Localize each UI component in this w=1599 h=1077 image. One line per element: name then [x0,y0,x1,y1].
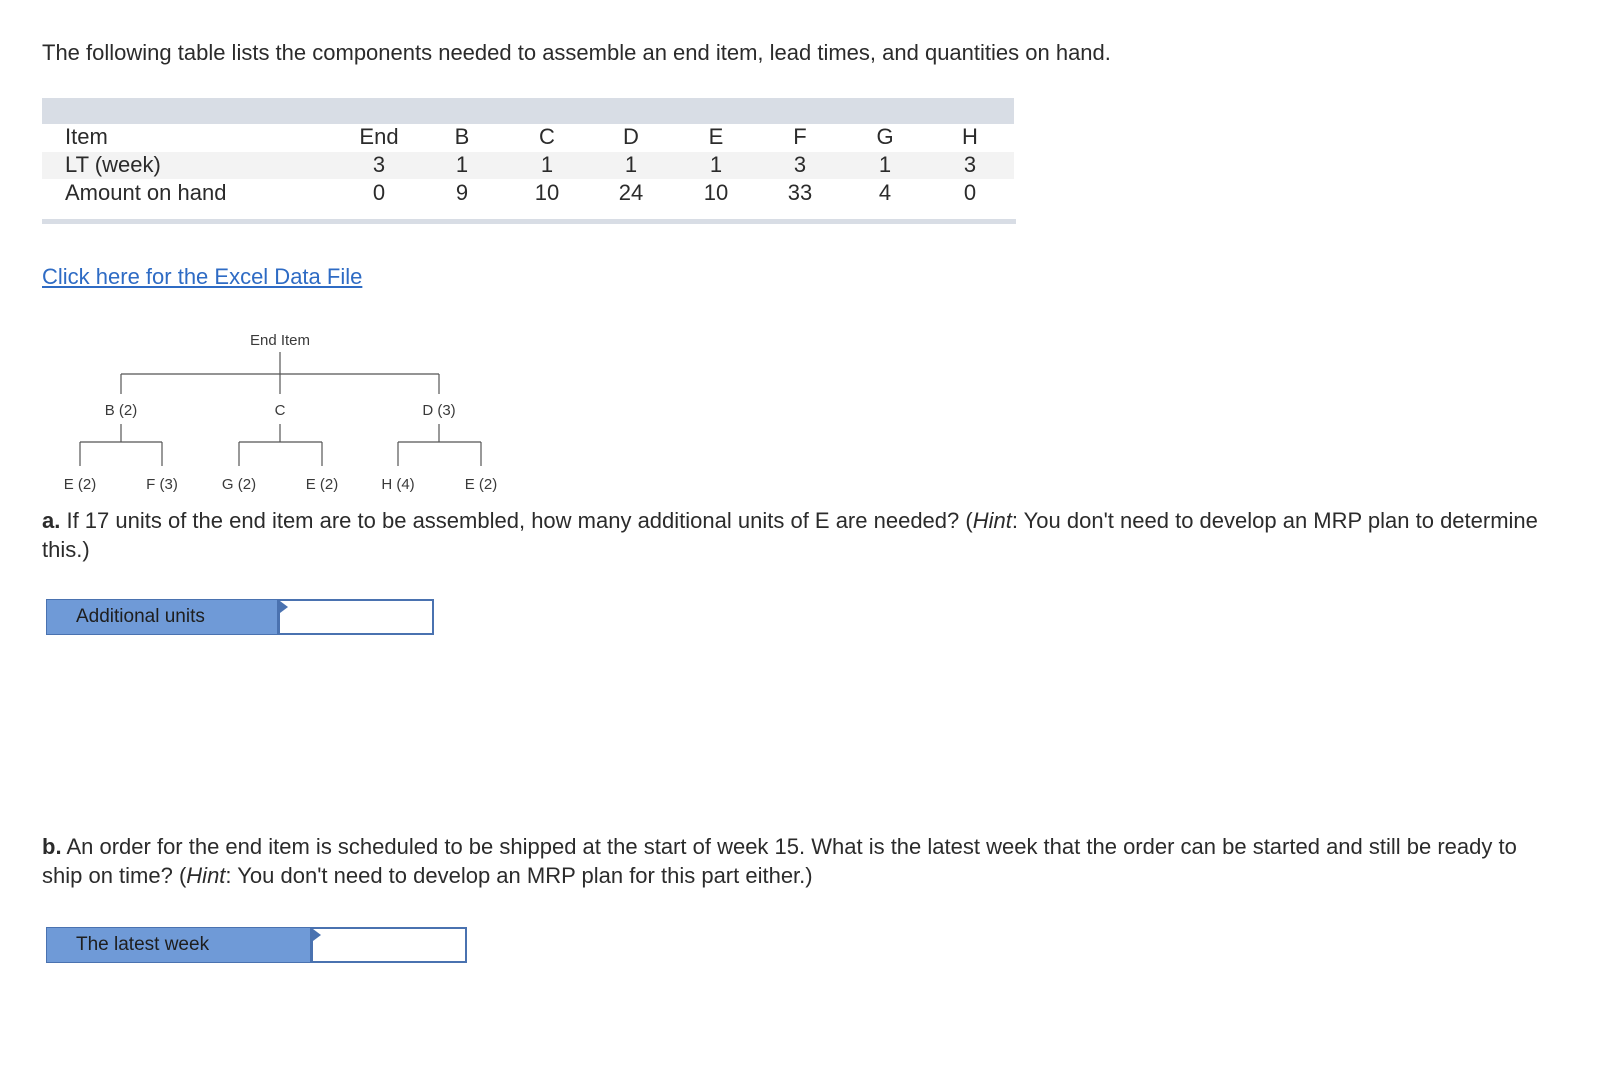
cell: 1 [878,152,892,177]
tree-node-g: G (2) [221,476,257,493]
question-a [42,506,1542,564]
cell: B [454,124,470,149]
tree-node-e: E (2) [63,476,97,493]
cell: 24 [618,180,644,205]
cell: D [623,124,639,149]
table-footer-bar [42,219,1016,224]
row-label: Item [65,124,108,149]
cell: 3 [793,152,807,177]
question-a-hint: Hint [972,508,1012,533]
tree-node-e: E (2) [305,476,339,493]
input-flag-icon [280,601,288,613]
question-b-hint: Hint [186,863,226,888]
row-label: Amount on hand [65,180,227,205]
table-row-item [42,123,1014,151]
cell: 0 [963,180,977,205]
product-structure-tree [0,320,600,510]
cell: 1 [455,152,469,177]
question-b-hint-text: : You don't need to develop an MRP plan for this part either.) [225,863,813,888]
cell: 1 [540,152,554,177]
question-a-hint-text: : You don't need to develop an MRP plan to determine this.) [42,508,1538,562]
tree-node-f: F (3) [146,476,178,493]
cell: 33 [787,180,813,205]
cell: 0 [372,180,386,205]
question-b-prefix: b. [42,834,62,859]
cell: 10 [703,180,729,205]
excel-data-file-link[interactable]: Click here for the Excel Data File [42,264,363,289]
cell: G [876,124,894,149]
cell: H [962,124,978,149]
question-b-text: An order for the end item is scheduled to be shipped at the start of week 15. What is the latest week that the order can be started and still be ready to ship on time? ( [42,834,1517,888]
row-label: LT (week) [65,152,161,177]
cell: 1 [624,152,638,177]
input-flag-icon [313,929,321,941]
tree-node-e: E (2) [464,476,498,493]
table-row-lt [42,151,1014,179]
cell: 9 [455,180,469,205]
latest-week-input[interactable] [311,927,467,963]
table-header-bar [42,98,1014,124]
latest-week-label: The latest week [46,927,311,963]
intro-text: The following table lists the components needed to assemble an end item, lead times, and quantities on hand. [42,40,1111,65]
tree-node-b: B (2) [104,402,138,419]
cell: 1 [709,152,723,177]
cell: End [359,124,399,149]
question-b [42,832,1542,890]
tree-node-root: End Item [249,332,311,349]
answer-a-row [46,599,434,635]
answer-b-row [46,927,467,963]
cell: 10 [534,180,560,205]
cell: E [708,124,724,149]
tree-node-h: H (4) [381,476,415,493]
question-a-text: If 17 units of the end item are to be assembled, how many additional units of E are needed? ( [60,508,973,533]
cell: 3 [372,152,386,177]
tree-node-d: D (3) [422,402,456,419]
question-a-prefix: a. [42,508,61,533]
additional-units-input-wrap [278,599,434,635]
tree-node-c: C [274,402,286,419]
table-row-on-hand [42,179,1014,207]
cell: C [539,124,555,149]
additional-units-input[interactable] [278,599,434,635]
additional-units-label: Additional units [46,599,278,635]
cell: 4 [878,180,892,205]
cell: 3 [963,152,977,177]
latest-week-input-wrap [311,927,467,963]
cell: F [793,124,807,149]
